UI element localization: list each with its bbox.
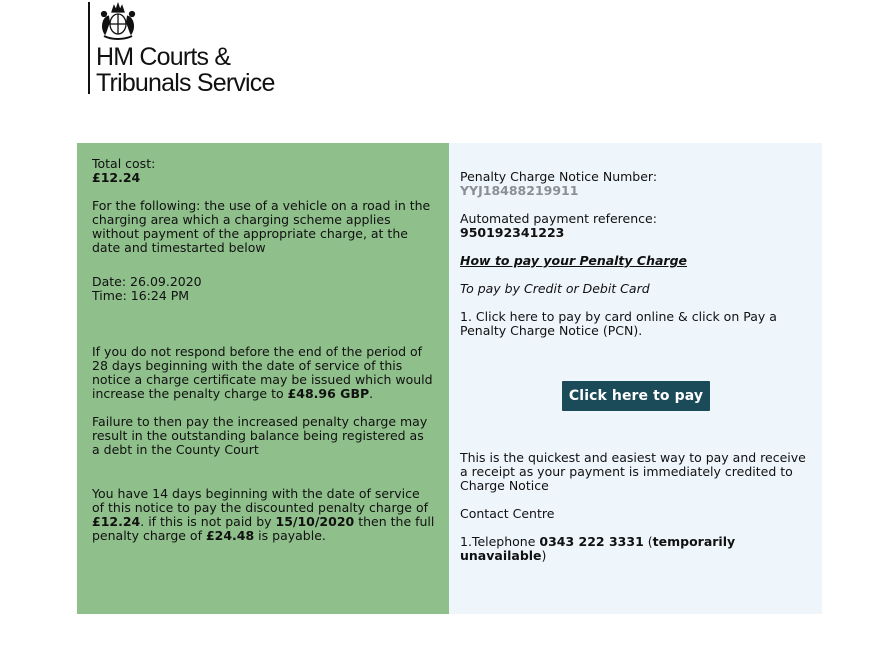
pcn-number: YYJ18488219911	[460, 183, 579, 198]
discount-text-1: You have 14 days beginning with the date of service of this notice to pay the discounted penalty charge of	[92, 486, 429, 515]
telephone-status: temporarily unavailable	[460, 534, 736, 563]
discount-notice	[92, 487, 435, 543]
offence-time: Time: 16:24 PM	[92, 288, 190, 303]
offence-date: Date: 26.09.2020	[92, 274, 202, 289]
payment-reference-label: Automated payment reference:	[460, 211, 657, 226]
how-to-pay-heading: How to pay your Penalty Charge	[460, 253, 688, 268]
failure-warning: Failure to then pay the increased penalty charge may result in the outstanding balance being registered as a debt in the County Court	[92, 414, 428, 457]
increased-amount: £48.96 GBP	[287, 386, 370, 401]
charge-certificate-warning	[92, 345, 435, 401]
hmcts-logo	[84, 0, 304, 100]
logo-line-1: HM Courts &	[96, 43, 231, 71]
telephone-line	[460, 535, 812, 563]
charge-details-panel	[77, 143, 449, 614]
logo-wordmark	[96, 44, 275, 96]
warning-end: .	[369, 386, 374, 401]
payment-reference-value: 950192341223	[460, 225, 565, 240]
telephone-prefix: 1.Telephone	[460, 534, 540, 549]
total-cost-label: Total cost:	[92, 156, 156, 171]
contact-centre-label: Contact Centre	[460, 506, 555, 521]
discount-amount: £12.24	[92, 514, 141, 529]
total-cost-value: £12.24	[92, 170, 141, 185]
telephone-open: (	[643, 534, 653, 549]
logo-line-2: Tribunals Service	[96, 69, 275, 97]
payment-step-1: 1. Click here to pay by card online & click on Pay a Penalty Charge Notice (PCN).	[460, 309, 777, 338]
full-amount: £24.48	[205, 528, 255, 543]
discount-text-2: . if this is not paid by	[140, 514, 276, 529]
pcn-label: Penalty Charge Notice Number:	[460, 169, 658, 184]
telephone-number: 0343 222 3331	[539, 534, 644, 549]
discount-text-4: is payable.	[254, 528, 326, 543]
logo-divider	[88, 2, 90, 94]
discount-deadline: 15/10/2020	[275, 514, 355, 529]
offence-description: For the following: the use of a vehicle on a road in the charging area which a charging scheme applies without payment of the appropriate charge, at the date and timestarted below	[92, 198, 431, 255]
quickest-way-text: This is the quickest and easiest way to pay and receive a receipt as your payment is immediately credited to Charge Notice	[460, 450, 806, 493]
royal-crest-icon	[96, 2, 140, 42]
payment-method-label: To pay by Credit or Debit Card	[460, 281, 650, 296]
payment-panel	[449, 143, 822, 614]
pay-button-wrapper	[460, 381, 812, 411]
discount-text-3: then the full penalty charge of	[92, 514, 435, 543]
telephone-close: )	[541, 548, 547, 563]
pay-now-button[interactable]: Click here to pay	[562, 381, 710, 411]
warning-text: If you do not respond before the end of the period of 28 days beginning with the date of service of this notice a charge certificate may be issued which would increase the penalty charge to	[92, 344, 433, 401]
